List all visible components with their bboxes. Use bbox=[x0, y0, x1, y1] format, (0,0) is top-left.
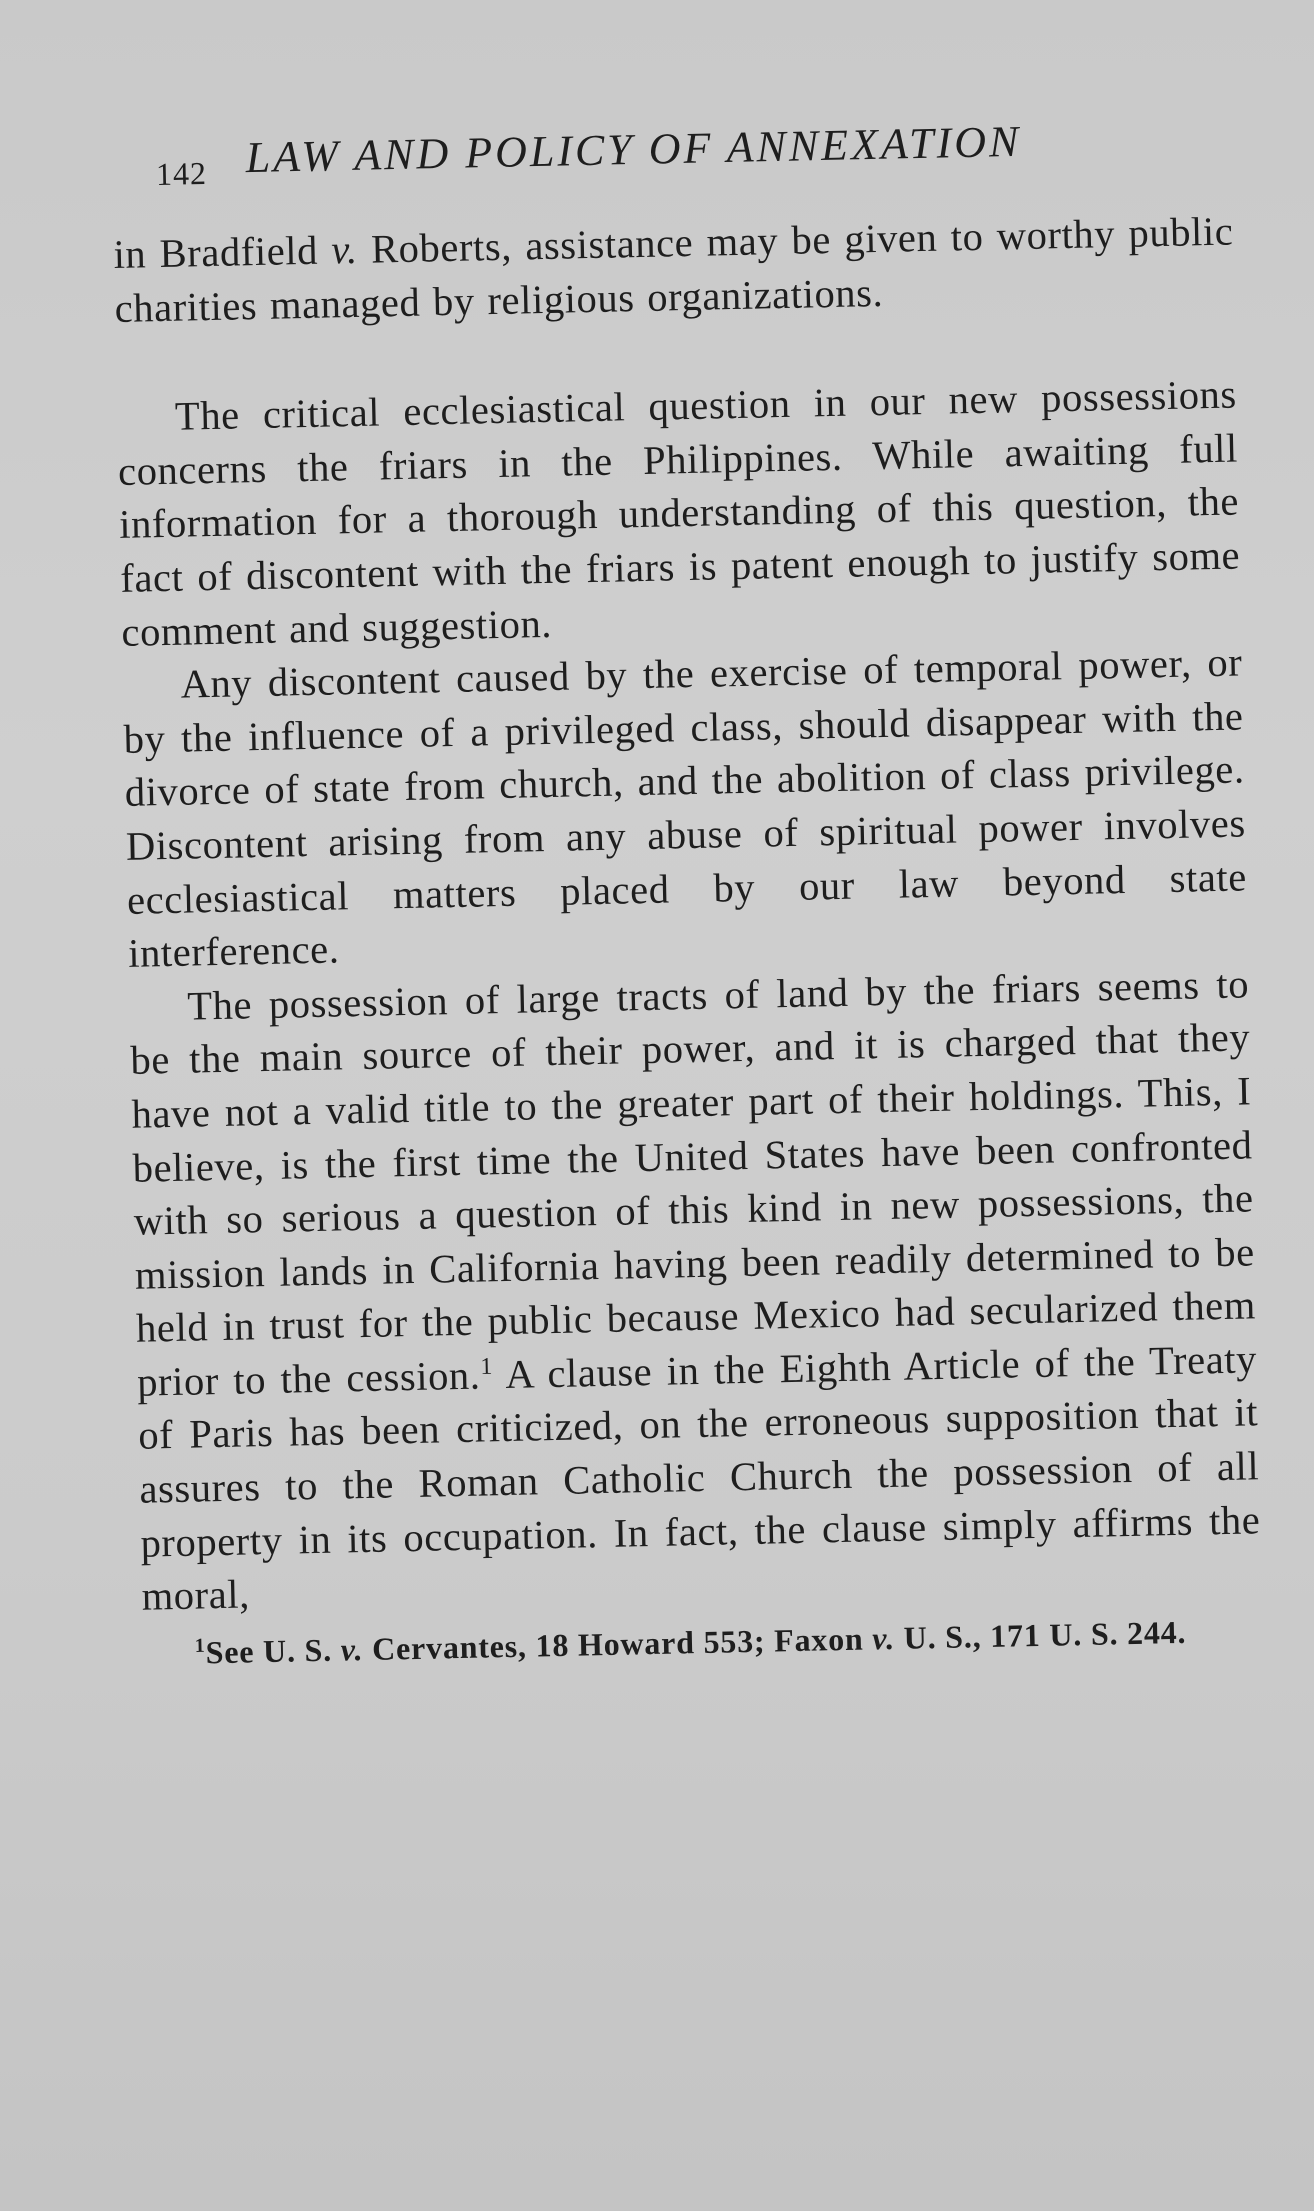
footnote-part: U. S., 171 U. S. 244. bbox=[894, 1613, 1187, 1656]
page-header bbox=[155, 107, 1156, 198]
paragraph-text: in Bradfield bbox=[113, 227, 332, 277]
footnote-part: See U. S. bbox=[205, 1631, 342, 1671]
italic-versus: v. bbox=[871, 1619, 896, 1657]
page-number: 142 bbox=[155, 154, 208, 192]
paragraph-text: Roberts, assistance may be given to worthy public charities managed by religious organizations. bbox=[114, 208, 1234, 331]
footnote-part: Cervantes, 18 Howard 553; Faxon bbox=[362, 1620, 873, 1667]
paragraph-land-possession bbox=[129, 957, 1262, 1623]
paragraph-friars-question: The critical ecclesiastical question in our new possessions concerns the friars in the Philippines. While awaiting full information for a thorough understanding of this question, the fact of discontent with the friars is patent enough to justify some comment and suggestion. bbox=[117, 371, 1241, 655]
paragraph-text: A clause in the Eighth Article of the Treaty of Paris has been criticized, on the erroneous supposition that it assures to the Roman Catholic Church the possession of all property in its occupation. In fact, the clause simply affirms the moral, bbox=[137, 1336, 1261, 1619]
italic-versus: v. bbox=[330, 226, 359, 273]
footnote-number: 1 bbox=[194, 1634, 206, 1657]
running-title: LAW AND POLICY OF ANNEXATION bbox=[245, 116, 1022, 183]
body-text bbox=[113, 205, 1263, 1680]
paragraph-discontent: Any discontent caused by the exercise of temporal power, or by the influence of a privileged class, should disappear with the divorce of state from church, and the abolition of class privilege. Discontent arising from any abuse of spiritual power involves ecclesiastical matters placed by our law beyond state interference. bbox=[123, 639, 1248, 976]
footnote-marker[interactable]: 1 bbox=[480, 1353, 494, 1380]
paragraph-continuation bbox=[113, 205, 1235, 336]
paragraph-text: The possession of large tracts of land by the friars seems to be the main source of their power, and it is charged that they have not a valid title to the greater part of their holdings. This, I believe, is the first time the United States have been confronted with so serious a question of this kind in new possessions, the mission lands in California having been readily determined to be held in trust for the public because Mexico had secularized them prior to the cession. bbox=[129, 961, 1257, 1405]
italic-versus: v. bbox=[340, 1630, 364, 1668]
